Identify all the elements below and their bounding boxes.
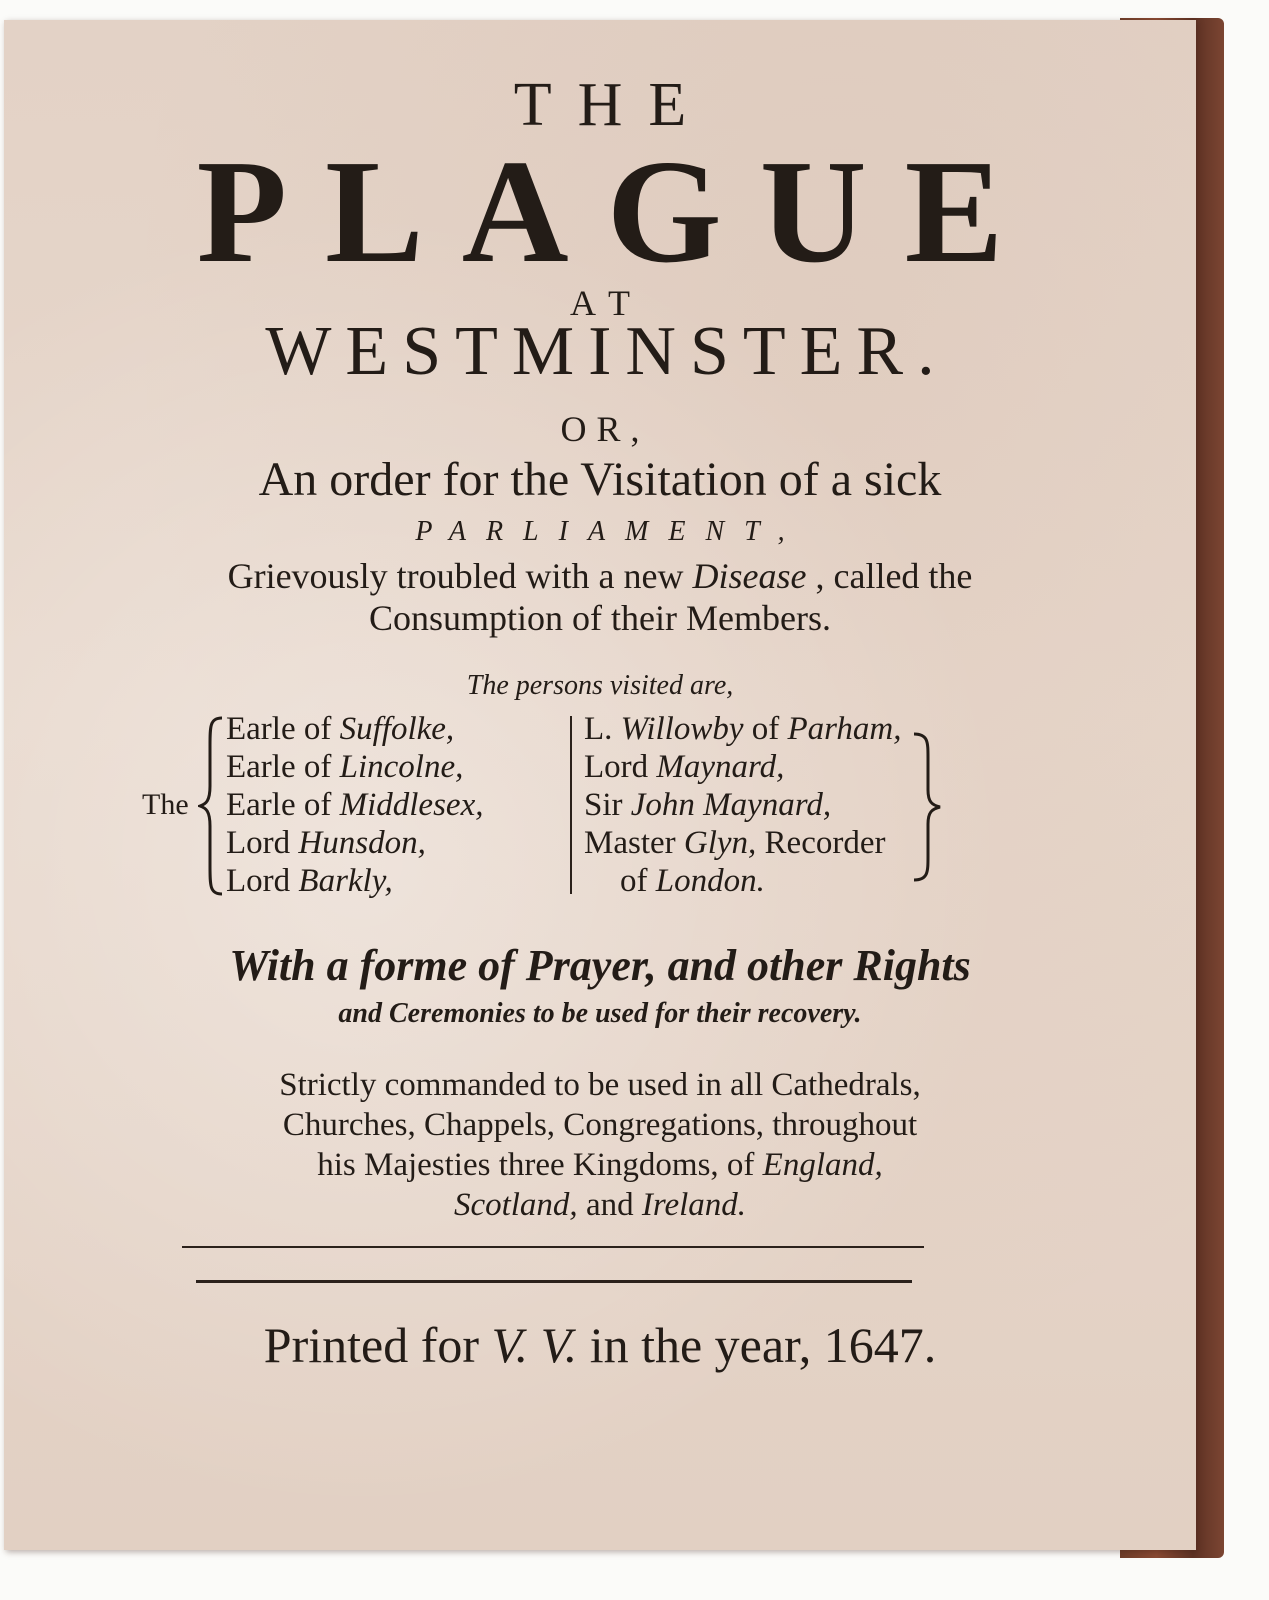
right-brace-icon bbox=[912, 732, 942, 882]
person-title: Master bbox=[584, 825, 684, 861]
title-at: AT bbox=[570, 283, 646, 323]
england-word: England, bbox=[762, 1147, 883, 1183]
person-name: Suffolke, bbox=[339, 711, 455, 747]
prayer-line-2: and Ceremonies to be used for their recovery. bbox=[338, 998, 862, 1029]
person-glyn bbox=[584, 824, 902, 862]
person-name: Glyn, bbox=[683, 825, 757, 861]
person-name: Barkly, bbox=[298, 863, 393, 899]
person-office: Recorder bbox=[756, 825, 886, 861]
person-title: Earle of bbox=[226, 749, 340, 785]
person-sir-john-maynard bbox=[584, 786, 902, 824]
grievously-line-2: Consumption of their Members. bbox=[369, 598, 831, 638]
left-brace-icon bbox=[198, 716, 224, 896]
person-title: Lord bbox=[584, 749, 657, 785]
person-place: London. bbox=[655, 863, 765, 899]
subtitle-grievously bbox=[4, 555, 1196, 639]
person-name: Lincolne, bbox=[339, 749, 464, 785]
commanded-line-3 bbox=[4, 1145, 1196, 1185]
person-title: L. bbox=[584, 711, 621, 747]
imprint-line bbox=[4, 1316, 1196, 1374]
rule-divider-bottom bbox=[196, 1280, 912, 1283]
persons-visited-heading: The persons visited are, bbox=[466, 670, 734, 701]
person-name: John Maynard, bbox=[630, 787, 832, 823]
grievously-text-c: , called the bbox=[806, 556, 973, 596]
rule-divider-top bbox=[182, 1246, 924, 1248]
person-name: Maynard, bbox=[656, 749, 785, 785]
imprint-printer: V. V. bbox=[491, 1317, 578, 1373]
persons-left-column bbox=[226, 710, 483, 900]
person-of: of bbox=[620, 863, 656, 899]
commanded-line-1: Strictly commanded to be used in all Cathedrals, bbox=[279, 1067, 921, 1103]
person-hunsdon bbox=[226, 824, 483, 862]
person-barkly bbox=[226, 862, 483, 900]
title-or: OR, bbox=[560, 409, 650, 449]
person-lord-maynard bbox=[584, 748, 902, 786]
commanded-line-2: Churches, Chappels, Congregations, throughout bbox=[282, 1107, 918, 1143]
grievously-line-1 bbox=[4, 555, 1196, 597]
title-page bbox=[4, 20, 1196, 1550]
prayer-line-1: With a forme of Prayer, and other Rights bbox=[229, 941, 971, 990]
person-london bbox=[584, 862, 902, 900]
person-title: Sir bbox=[584, 787, 631, 823]
person-place: Parham, bbox=[787, 711, 902, 747]
person-name: Willowby bbox=[620, 711, 744, 747]
persons-list bbox=[4, 710, 1196, 910]
person-name: Middlesex, bbox=[339, 787, 484, 823]
title-westminster: WESTMINSTER. bbox=[265, 313, 949, 390]
person-lincolne bbox=[226, 748, 483, 786]
subtitle-order: An order for the Visitation of a sick bbox=[258, 453, 942, 506]
title-plague: PLAGUE bbox=[196, 130, 1042, 294]
person-title: Lord bbox=[226, 825, 299, 861]
column-divider bbox=[570, 716, 572, 894]
persons-label: The bbox=[142, 788, 189, 821]
person-name: Hunsdon, bbox=[298, 825, 426, 861]
person-title: Earle of bbox=[226, 711, 340, 747]
and-word: and bbox=[577, 1187, 642, 1223]
commanded-line-4 bbox=[4, 1185, 1196, 1225]
title-the: THE bbox=[513, 71, 713, 139]
person-suffolke bbox=[226, 710, 483, 748]
commanded-line-3-text: his Majesties three Kingdoms, of bbox=[317, 1147, 763, 1183]
disease-word: Disease bbox=[692, 556, 807, 596]
subtitle-parliament: PARLIAMENT, bbox=[415, 516, 805, 547]
ireland-word: Ireland. bbox=[641, 1187, 747, 1223]
person-willowby bbox=[584, 710, 902, 748]
person-middlesex bbox=[226, 786, 483, 824]
scotland-word: Scotland, bbox=[453, 1187, 578, 1223]
commanded-block bbox=[4, 1065, 1196, 1225]
person-title: Earle of bbox=[226, 787, 340, 823]
grievously-text-a: Grievously troubled with a new bbox=[227, 556, 693, 596]
persons-right-column bbox=[584, 710, 902, 900]
person-title: Lord bbox=[226, 863, 299, 899]
person-of: of bbox=[743, 711, 788, 747]
imprint-year: in the year, 1647. bbox=[577, 1317, 937, 1373]
imprint-printed-for: Printed for bbox=[263, 1317, 492, 1373]
